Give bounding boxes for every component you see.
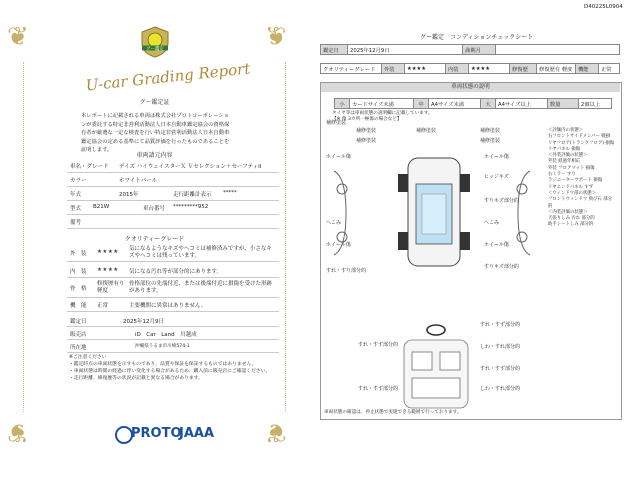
quality-stars: 正常 bbox=[97, 303, 109, 309]
legend-qty-value: 2個以上 bbox=[578, 99, 611, 109]
damage-label: すれ・すり部分的 bbox=[326, 268, 367, 274]
expiry-value bbox=[496, 45, 620, 55]
note-line: 右フロントサイドメンバー 軽損 bbox=[548, 134, 611, 140]
expiry-label: 満期月 bbox=[463, 45, 496, 55]
vehicle-value: 2015年 bbox=[119, 192, 139, 198]
vehicle-label: 備考 bbox=[70, 220, 82, 226]
caption-2: 【※ 傷 3カ所一極傷の場合など】 bbox=[332, 117, 402, 122]
note-line: ＜外装評価の状態＞ bbox=[548, 153, 588, 159]
quality-stars: ★★★★ bbox=[97, 249, 119, 255]
note-line: フロントウィンドウ 飛び石 部分的 bbox=[548, 197, 612, 209]
grade-item-value: ★★★★ bbox=[469, 64, 510, 74]
damage-label: 補修塗装 bbox=[356, 138, 377, 144]
vehicle-extra-value: *********952 bbox=[173, 204, 209, 210]
damage-label: ホイール傷 bbox=[326, 242, 351, 248]
grade-item-value: ★★★★ bbox=[405, 64, 446, 74]
quality-text: 気になる汚れ等が部分的にあります。 bbox=[129, 269, 223, 275]
quality-label: 機 能 bbox=[70, 303, 87, 309]
certificate-subtitle: グー鑑定証 bbox=[139, 99, 170, 106]
vehicle-label: 年式 bbox=[70, 192, 82, 198]
note-line: 外装 経過年相応 bbox=[548, 159, 581, 165]
dealer-row bbox=[67, 328, 279, 340]
address-row bbox=[67, 341, 279, 353]
ornament-bottom-right: ❦ bbox=[265, 417, 287, 447]
certificate-title: U-car Grading Report bbox=[84, 59, 252, 95]
note-line: ＜ウィンドウ部の状態＞ bbox=[548, 190, 597, 196]
grade-item-label: 機能 bbox=[576, 64, 599, 74]
dealer-value: iD Car Land 川越成 bbox=[135, 332, 197, 338]
note-line: 右ミラー すり bbox=[548, 172, 576, 178]
issued-label: 鑑定日 bbox=[70, 319, 87, 325]
condition-heading: 車両状態の説明 bbox=[321, 83, 620, 92]
quality-label: 骨 格 bbox=[70, 286, 87, 292]
address-value: 沖縄県うるま市川崎574-1 bbox=[135, 344, 190, 349]
note-line: 助手シートしみ 部分的 bbox=[548, 222, 594, 228]
damage-label: へこみ bbox=[484, 220, 500, 226]
quality-row-frame bbox=[67, 279, 279, 298]
condition-check-sheet bbox=[310, 2, 638, 476]
legend-size: 中 bbox=[414, 99, 429, 109]
damage-label: ホイール傷 bbox=[484, 242, 509, 248]
date-label: 鑑定日 bbox=[321, 45, 348, 55]
damage-label: 補修塗装 bbox=[326, 120, 347, 126]
quality-row-exterior bbox=[67, 245, 279, 262]
note-item: ・鑑定時点の車両状態を示すものであり、品質や保証を保証するものではありません。 bbox=[69, 362, 257, 367]
note-line: リヤパネル 損傷 bbox=[548, 146, 581, 152]
note-line: ＜評価内の状態＞ bbox=[548, 128, 584, 133]
note-line: ＜内装評価の状態＞ bbox=[548, 209, 588, 215]
interior-label: すれ・すず部分的 bbox=[358, 386, 399, 392]
vehicle-extra-label: 走行距離計表示 bbox=[173, 192, 212, 198]
quality-text: 骨格部位の先端付近、または後端付近に損傷を受けた形跡があります。 bbox=[129, 281, 273, 294]
date-table bbox=[320, 44, 620, 55]
proto-logo-text: PROTO bbox=[131, 426, 182, 441]
grade-item-label: 外装 bbox=[382, 64, 405, 74]
dealer-label: 販売店 bbox=[70, 332, 87, 338]
document-id: D40225L0904 bbox=[584, 4, 623, 10]
grade-item-label: 修復歴 bbox=[510, 64, 537, 74]
gu-certificate-badge bbox=[140, 26, 170, 58]
quality-text: 気になるようなキズやヘコミは補修済みですが、小さなキズやヘコミは残っています。 bbox=[129, 246, 272, 259]
note-line: 外装 フロアマット 損傷 bbox=[548, 165, 595, 171]
note-item: ・走行距離、修復歴等の状況が記載と異なる場合があります。 bbox=[69, 376, 203, 381]
vehicle-section-heading: 車両請元内容 bbox=[136, 152, 173, 159]
damage-label: すりキズ部分的 bbox=[484, 264, 519, 270]
damage-label: ホイール傷 bbox=[326, 154, 351, 160]
quality-section-heading: クオリティーグレード bbox=[124, 236, 185, 243]
damage-label: へこみ bbox=[326, 220, 342, 226]
vehicle-value: B21W bbox=[93, 204, 110, 210]
sheet-footer: 車両状態の確認は、停止状態で実施できる範囲で行っております。 bbox=[324, 410, 462, 415]
note-line: リヤエンドパネル すず bbox=[548, 184, 594, 190]
vehicle-row-remarks bbox=[67, 216, 279, 229]
grade-item-value: 修復歴有 軽度 bbox=[537, 64, 576, 74]
grade-item-label: 内装 bbox=[446, 64, 469, 74]
date-value: 2025年12月9日 bbox=[348, 45, 463, 55]
issued-value: 2025年12月9日 bbox=[123, 319, 164, 325]
vehicle-extra-label: 車台番号 bbox=[143, 206, 166, 212]
legend-desc: A4サイズ未満 bbox=[429, 99, 481, 109]
ornament-top-left: ❦ bbox=[7, 22, 29, 52]
interior-diagram bbox=[394, 318, 478, 414]
vehicle-label: 型式 bbox=[70, 206, 82, 212]
vehicle-label: 車名・グレード bbox=[70, 164, 109, 170]
vehicle-row-name bbox=[67, 160, 279, 173]
vehicle-row-color bbox=[67, 174, 279, 187]
damage-label: 補修塗装 bbox=[480, 138, 501, 144]
legend-size: 小 bbox=[335, 99, 350, 109]
damage-label: すりキズ部分的 bbox=[484, 198, 519, 204]
quality-stars: ★★★★ bbox=[97, 267, 119, 273]
vehicle-row-model bbox=[67, 202, 279, 215]
legend-desc: カードサイズ未満 bbox=[350, 99, 414, 109]
damage-label: 補修塗装 bbox=[480, 128, 501, 134]
car-top-diagram bbox=[394, 154, 474, 274]
legend-size: 大 bbox=[480, 99, 495, 109]
interior-label: すれ・すず部分的 bbox=[480, 322, 521, 328]
note-line: ラジエーターサポート 損傷 bbox=[548, 178, 603, 184]
grade-label: クオリティーグレード bbox=[321, 64, 382, 74]
damage-label: ホイール傷 bbox=[484, 154, 509, 160]
grade-item-value: 正常 bbox=[599, 64, 620, 74]
legend-desc: A4サイズ以上 bbox=[495, 99, 547, 109]
legend-qty-label: 数量 bbox=[547, 99, 578, 109]
grade-table bbox=[320, 63, 620, 74]
grading-certificate bbox=[3, 2, 306, 476]
vehicle-value: ホワイトパール bbox=[119, 178, 158, 184]
vehicle-value: デイズ ハイウェイスターＸ Ｖセレクション＋セーフティII bbox=[119, 164, 262, 170]
ornament-bottom-left: ❦ bbox=[7, 417, 29, 447]
quality-label: 内 装 bbox=[70, 269, 87, 275]
interior-label: しわ・すれ部分的 bbox=[480, 386, 521, 392]
interior-label: しわ・すれ部分的 bbox=[480, 344, 521, 350]
damage-label: 補修塗装 bbox=[356, 128, 377, 134]
jaaa-logo-text: JAAA bbox=[179, 426, 215, 441]
interior-label: すれ・すず部分的 bbox=[480, 366, 521, 372]
caption-1: タイヤ等は車両状態の説明欄に記載しています。 bbox=[332, 111, 433, 116]
note-line: 天張りしみ 汚れ 部分的 bbox=[548, 216, 595, 222]
car-side-right bbox=[510, 167, 540, 263]
legend-table bbox=[334, 98, 612, 109]
quality-row-interior bbox=[67, 263, 279, 278]
damage-label: 補修塗装 bbox=[416, 128, 437, 134]
address-label: 所在地 bbox=[70, 345, 87, 351]
right-notes bbox=[548, 128, 616, 229]
damage-label: ヒッジキズ bbox=[484, 174, 509, 180]
vehicle-label: カラー bbox=[70, 178, 87, 184]
notes bbox=[69, 354, 279, 382]
ornament-top-right: ❦ bbox=[265, 22, 287, 52]
note-item: ・車両状態は時間の経過に伴い変化する場合があるため、購入前に販売店にご確認ください。 bbox=[69, 369, 271, 374]
vehicle-extra-value: ***** bbox=[223, 190, 237, 196]
interior-label: すれ・すず部分的 bbox=[358, 342, 399, 348]
car-side-left bbox=[324, 167, 354, 263]
quality-stars: 修復歴有り軽度 bbox=[97, 281, 125, 294]
quality-label: 外 装 bbox=[70, 251, 87, 257]
certificate-statement: 本レポートに記載される車両は株式会社プロトコーポレーションが委託する特定非営利活動法人日本自動車鑑定協会の資格保有者が厳選な一定な検査を行い特定非営利活動法人日本自動車鑑定協会の定める基準にて品質評価を行ったものであることを証明します。 bbox=[81, 113, 230, 154]
issued-row bbox=[67, 315, 279, 327]
sheet-title: グー鑑定 コンディションチェックシート bbox=[420, 34, 534, 41]
quality-text: 主要機関に異常はありません。 bbox=[129, 303, 207, 309]
notes-title: ※ご注意ください bbox=[69, 355, 107, 360]
vehicle-row-year bbox=[67, 188, 279, 201]
badge-text: グー鑑定 bbox=[146, 47, 164, 52]
quality-row-function bbox=[67, 299, 279, 312]
note-line: リヤフロア(トランクフロア) 損傷 bbox=[548, 140, 615, 146]
